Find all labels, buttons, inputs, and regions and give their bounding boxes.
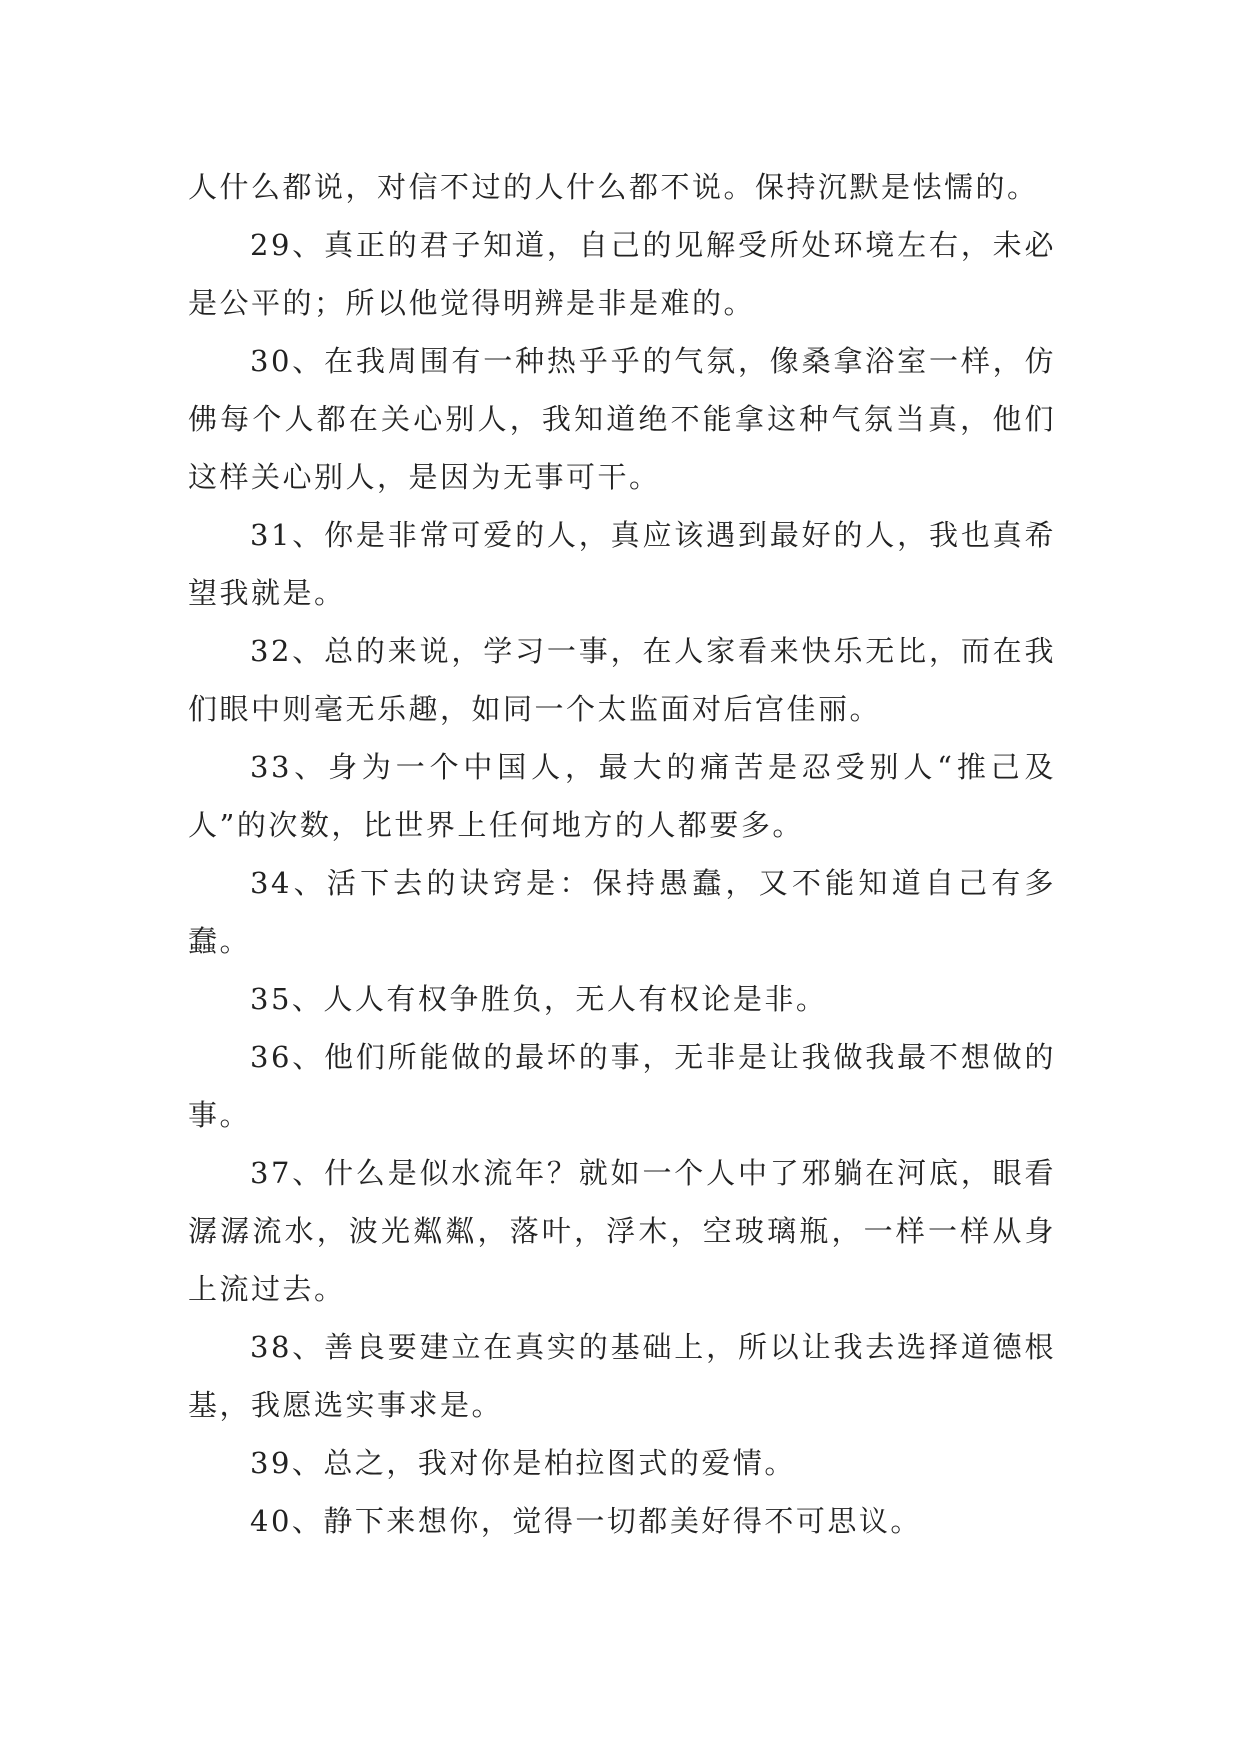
paragraph-37: 37、什么是似水流年？就如一个人中了邪躺在河底，眼看潺潺流水，波光粼粼，落叶，浮木，空玻璃瓶，一样一样从身上流过去。 [188,1156,1056,1306]
paragraph-continuation: 人什么都说，对信不过的人什么都不说。保持沉默是怯懦的。 [188,170,1039,204]
paragraph-29: 29、真正的君子知道，自己的见解受所处环境左右，未必是公平的；所以他觉得明辨是非是难的。 [188,228,1056,320]
paragraph-31: 31、你是非常可爱的人，真应该遇到最好的人，我也真希望我就是。 [188,518,1056,610]
paragraph-39: 39、总之，我对你是柏拉图式的爱情。 [250,1446,796,1480]
paragraph-38: 38、善良要建立在真实的基础上，所以让我去选择道德根基，我愿选实事求是。 [188,1330,1056,1422]
paragraph-30: 30、在我周围有一种热乎乎的气氛，像桑拿浴室一样，仿佛每个人都在关心别人，我知道绝不能拿这种气氛当真，他们这样关心别人，是因为无事可干。 [188,344,1056,494]
paragraph-33: 33、身为一个中国人，最大的痛苦是忍受别人“推己及人”的次数，比世界上任何地方的人都要多。 [188,750,1056,842]
paragraph-34: 34、活下去的诀窍是：保持愚蠢，又不能知道自己有多蠢。 [188,866,1056,958]
paragraph-32: 32、总的来说，学习一事，在人家看来快乐无比，而在我们眼中则毫无乐趣，如同一个太监面对后宫佳丽。 [188,634,1056,726]
paragraph-40: 40、静下来想你，觉得一切都美好得不可思议。 [250,1504,922,1538]
document-body [188,158,1056,1550]
paragraph-36: 36、他们所能做的最坏的事，无非是让我做我最不想做的事。 [188,1040,1056,1132]
paragraph-35: 35、人人有权争胜负，无人有权论是非。 [250,982,828,1016]
